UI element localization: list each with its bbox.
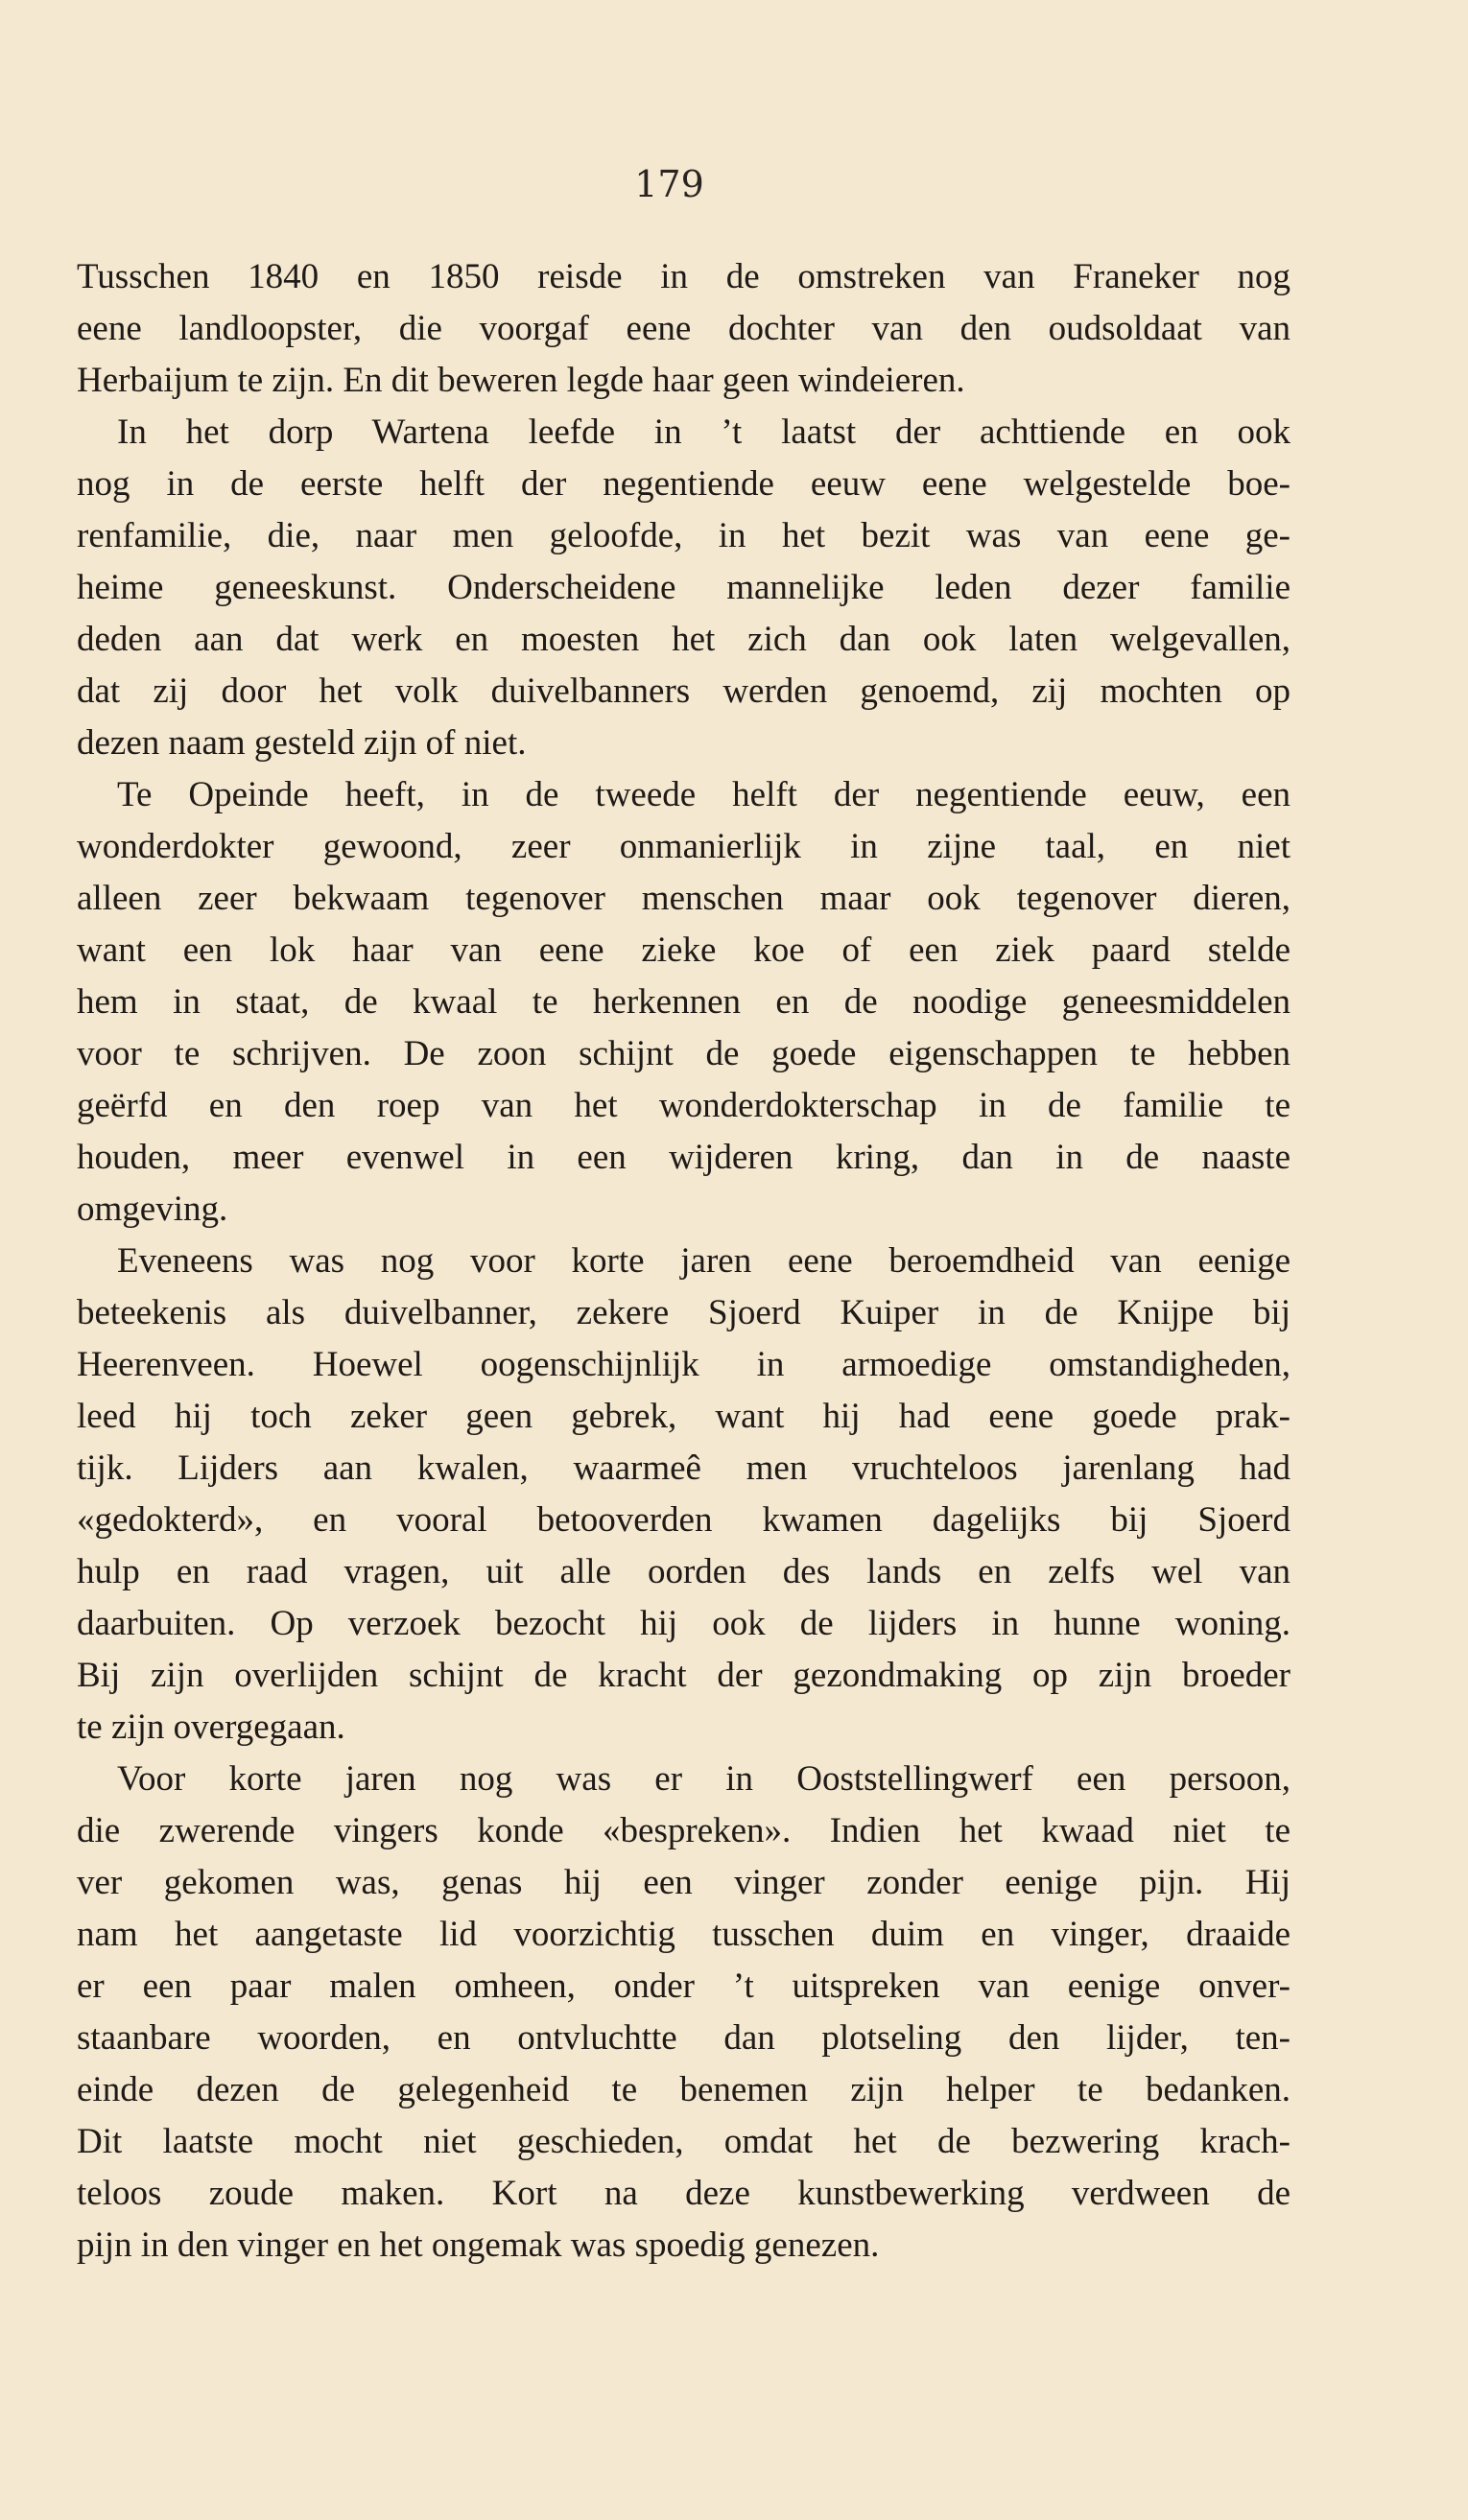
- text-line: nam het aangetaste lid voorzichtig tusschen duim en vinger, draaide: [77, 1915, 1290, 1954]
- text-line: eene landloopster, die voorgaf eene dochter van den oudsoldaat van: [77, 309, 1290, 348]
- text-line: houden, meer evenwel in een wijderen kring, dan in de naaste: [77, 1138, 1290, 1177]
- text-line: ver gekomen was, genas hij een vinger zonder eenige pijn. Hij: [77, 1863, 1290, 1902]
- body-text: [77, 251, 1290, 2272]
- text-line: beteekenis als duivelbanner, zekere Sjoerd Kuiper in de Knijpe bij: [77, 1293, 1290, 1332]
- text-line: tijk. Lijders aan kwalen, waarmeê men vruchteloos jarenlang had: [77, 1448, 1290, 1488]
- text-line: wonderdokter gewoond, zeer onmanierlijk in zijne taal, en niet: [77, 827, 1290, 866]
- text-line: voor te schrijven. De zoon schijnt de goede eigenschappen te hebben: [77, 1034, 1290, 1073]
- text-line: In het dorp Wartena leefde in ’t laatst der achttiende en ook: [117, 412, 1290, 452]
- text-line: teloos zoude maken. Kort na deze kunstbewerking verdween de: [77, 2174, 1290, 2213]
- text-line: daarbuiten. Op verzoek bezocht hij ook de lijders in hunne woning.: [77, 1604, 1290, 1643]
- text-line: deden aan dat werk en moesten het zich dan ook laten welgevallen,: [77, 620, 1290, 659]
- text-line: leed hij toch zeker geen gebrek, want hij had eene goede prak-: [77, 1397, 1290, 1436]
- text-line: Voor korte jaren nog was er in Ooststellingwerf een persoon,: [117, 1759, 1290, 1799]
- text-line: staanbare woorden, en ontvluchtte dan plotseling den lijder, ten-: [77, 2018, 1290, 2058]
- text-line: Bij zijn overlijden schijnt de kracht der gezondmaking op zijn broeder: [77, 1656, 1290, 1695]
- text-line: dezen naam gesteld zijn of niet.: [77, 723, 527, 763]
- text-line: «gedokterd», en vooral betooverden kwamen dagelijks bij Sjoerd: [77, 1500, 1290, 1540]
- text-line: Tusschen 1840 en 1850 reisde in de omstreken van Franeker nog: [77, 257, 1290, 296]
- text-line: geërfd en den roep van het wonderdokterschap in de familie te: [77, 1086, 1290, 1125]
- text-line: renfamilie, die, naar men geloofde, in het bezit was van eene ge-: [77, 516, 1290, 555]
- text-line: die zwerende vingers konde «bespreken». Indien het kwaad niet te: [77, 1811, 1290, 1850]
- text-line: heime geneeskunst. Onderscheidene mannelijke leden dezer familie: [77, 568, 1290, 607]
- text-line: alleen zeer bekwaam tegenover menschen maar ook tegenover dieren,: [77, 879, 1290, 918]
- text-line: Eveneens was nog voor korte jaren eene beroemdheid van eenige: [117, 1241, 1290, 1281]
- text-line: er een paar malen omheen, onder ’t uitspreken van eenige onver-: [77, 1967, 1290, 2006]
- text-line: hem in staat, de kwaal te herkennen en de noodige geneesmiddelen: [77, 982, 1290, 1022]
- text-line: want een lok haar van eene zieke koe of een ziek paard stelde: [77, 930, 1290, 970]
- text-line: hulp en raad vragen, uit alle oorden des lands en zelfs wel van: [77, 1552, 1290, 1591]
- text-line: einde dezen de gelegenheid te benemen zijn helper te bedanken.: [77, 2070, 1290, 2109]
- text-line: Heerenveen. Hoewel oogenschijnlijk in armoedige omstandigheden,: [77, 1345, 1290, 1384]
- text-line: pijn in den vinger en het ongemak was spoedig genezen.: [77, 2226, 880, 2265]
- text-line: dat zij door het volk duivelbanners werden genoemd, zij mochten op: [77, 671, 1290, 711]
- text-line: Te Opeinde heeft, in de tweede helft der negentiende eeuw, een: [117, 775, 1290, 814]
- text-line: Herbaijum te zijn. En dit beweren legde haar geen windeieren.: [77, 361, 965, 400]
- text-line: Dit laatste mocht niet geschieden, omdat het de bezwering krach-: [77, 2122, 1290, 2161]
- text-line: nog in de eerste helft der negentiende eeuw eene welgestelde boe-: [77, 464, 1290, 504]
- text-line: omgeving.: [77, 1189, 228, 1229]
- text-line: te zijn overgegaan.: [77, 1707, 345, 1747]
- page-number: 179: [634, 163, 704, 205]
